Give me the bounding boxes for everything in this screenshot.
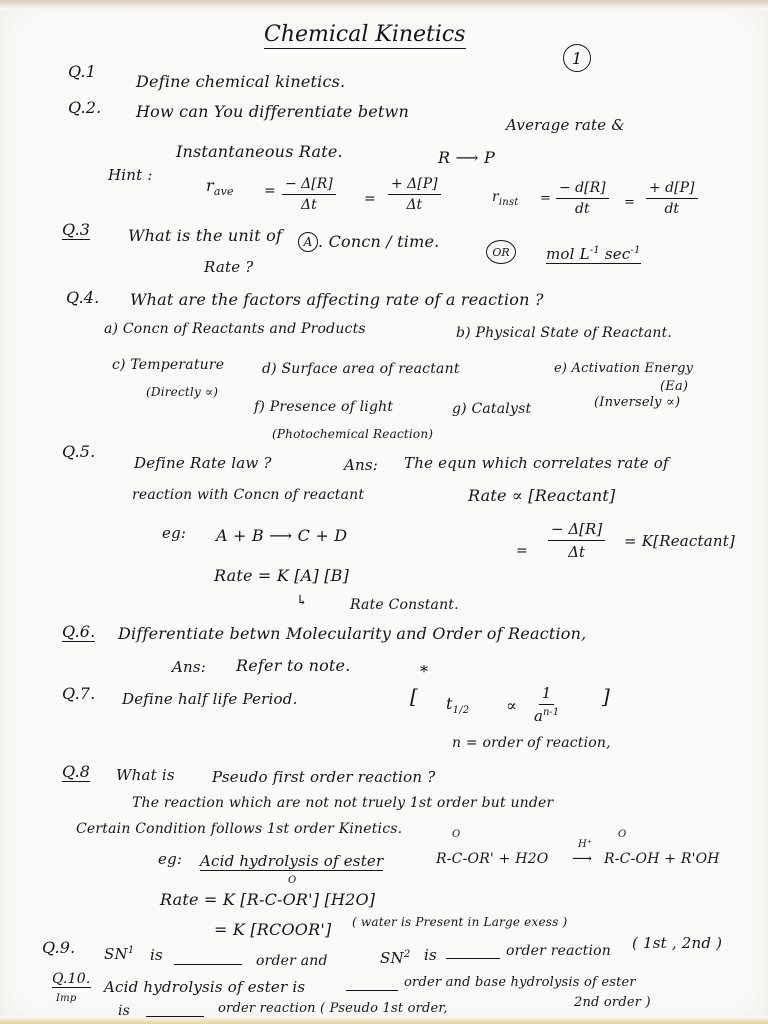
- q4-c-note: (Directly ∝): [146, 385, 219, 399]
- q8-reaction-rhs: R-C-OH + R'OH: [604, 851, 720, 867]
- q8-reaction-lhs: R-C-OR' + H2O: [436, 851, 549, 867]
- q8-example: Acid hydrolysis of ester: [200, 852, 384, 870]
- q3-text: What is the unit of: [128, 226, 283, 245]
- q3-text-b: . Concn / time.: [318, 232, 440, 251]
- q4-e: e) Activation Energy: [554, 361, 694, 376]
- q8-ans1: The reaction which are not not truely 1st order but under: [132, 795, 554, 811]
- q6-ans-label: Ans:: [172, 658, 207, 676]
- q4-text: What are the factors affecting rate of a reaction ?: [130, 290, 544, 309]
- q3-or-circle: OR: [486, 240, 516, 264]
- q2-text2: Instantaneous Rate.: [176, 142, 343, 161]
- q2-reaction: R ⟶ P: [438, 148, 495, 167]
- q7-note: n = order of reaction,: [452, 735, 611, 751]
- q2-label: Q.2.: [68, 98, 102, 117]
- q7-label: Q.7.: [62, 684, 96, 703]
- q9-blank-b-text: order reaction: [506, 943, 612, 959]
- q8-o-mark-1: O: [452, 829, 461, 840]
- hint-eq1: =: [264, 183, 276, 199]
- q10-blank-b: [146, 1016, 204, 1017]
- q5-rate-prop: Rate ∝ [Reactant]: [468, 486, 616, 505]
- q7-text: Define half life Period.: [122, 690, 298, 708]
- q8-o-mark-2: O: [618, 829, 627, 840]
- q4-a: a) Concn of Reactants and Products: [104, 321, 366, 337]
- q7-star: *: [420, 662, 429, 681]
- q4-e-note: (Inversely ∝): [594, 395, 681, 410]
- paper-edge-top: [0, 0, 768, 10]
- frac-inst-product: $\frac{+ d[P]}{dt}$: [646, 180, 698, 217]
- q3-circled-a: A: [298, 232, 318, 252]
- q10-blank-b-text: order reaction ( Pseudo 1st order,: [218, 1001, 448, 1016]
- q5-arrow: ↳: [296, 593, 308, 609]
- q9-sn2: $SN^2$: [380, 949, 411, 967]
- q8-rate2-note: ( water is Present in Large exess ): [352, 915, 568, 929]
- q5-ans: The equn which correlates rate of: [404, 454, 669, 472]
- hint-label: Hint :: [108, 166, 153, 184]
- q9-choices: ( 1st , 2nd ): [632, 934, 723, 952]
- q6-text: Differentiate betwn Molecularity and Order of Reaction,: [118, 624, 587, 643]
- q5-text: Define Rate law ?: [134, 454, 272, 472]
- q3-text2: Rate ?: [204, 258, 254, 276]
- q5-frac: $\frac{- \Delta[R]}{\Delta t}$: [548, 520, 605, 561]
- q6-ans: Refer to note.: [236, 656, 351, 675]
- hint-eq4: =: [624, 195, 636, 210]
- r-ave: $r_{ave}$: [206, 176, 234, 199]
- q4-d: d) Surface area of reactant: [262, 361, 460, 377]
- paper-edge-bottom: [0, 1016, 768, 1024]
- q8-label: Q.8: [62, 762, 91, 781]
- q9-label: Q.9.: [42, 938, 76, 957]
- q8-text-b: Pseudo first order reaction ?: [212, 768, 436, 786]
- q7-t-half: $t_{1/2}$: [446, 694, 470, 717]
- q5-ans-label: Ans:: [344, 456, 379, 474]
- q4-label: Q.4.: [66, 288, 100, 307]
- q10-label: Q.10.: [52, 971, 91, 987]
- frac-inst-reactant: $\frac{- d[R]}{dt}$: [556, 180, 609, 217]
- q5-label: Q.5.: [62, 442, 96, 461]
- q10-text2: is: [118, 1003, 131, 1019]
- q10-text: Acid hydrolysis of ester is: [104, 978, 306, 996]
- q9-blank-b: [446, 958, 500, 959]
- q4-c: c) Temperature: [112, 357, 225, 373]
- q1-text: Define chemical kinetics.: [136, 72, 346, 91]
- q2-text: How can You differentiate betwn: [136, 102, 409, 121]
- q5-rate-law: Rate = K [A] [B]: [214, 566, 350, 585]
- q3-label: Q.3: [62, 220, 91, 239]
- q4-g: g) Catalyst: [452, 401, 532, 417]
- q9-blank-a-text: order and: [256, 953, 328, 969]
- q5-ans2: reaction with Concn of reactant: [132, 487, 365, 503]
- hint-eq2: =: [364, 191, 376, 207]
- hint-eq3: =: [540, 191, 552, 206]
- q2-text-right: Average rate &: [506, 116, 625, 134]
- q5-eq: =: [516, 543, 528, 559]
- q7-frac: $\frac{1}{a^{n-1}}$: [534, 684, 560, 725]
- q5-rhs: = K[Reactant]: [624, 532, 736, 550]
- page-number: 1: [563, 44, 591, 72]
- q7-bracket-right: ]: [602, 684, 611, 708]
- q8-eg: eg:: [158, 850, 183, 868]
- q8-arrow: ⟶: [572, 851, 593, 867]
- q10-choices-end: 2nd order ): [574, 995, 651, 1010]
- q10-blank-a: [346, 990, 398, 991]
- q7-bracket-left: [: [410, 684, 419, 708]
- r-inst: $r_{inst}$: [492, 189, 519, 208]
- q6-label: Q.6.: [62, 622, 96, 641]
- page-title: Chemical Kinetics: [264, 22, 466, 47]
- q8-over-arrow: H⁺: [578, 839, 593, 850]
- q8-o-mark-3: O: [288, 875, 297, 886]
- q8-rate2: = K [RCOOR']: [214, 920, 332, 939]
- q9-is-a: is: [150, 946, 163, 964]
- q8-text: What is: [116, 766, 175, 784]
- q9-blank-a: [174, 964, 242, 965]
- q8-rate1: Rate = K [R-C-OR'] [H2O]: [160, 890, 376, 909]
- q3-unit: mol $L^{-1}$ $\sec^{-1}$: [546, 245, 641, 263]
- q8-ans2: Certain Condition follows 1st order Kinetics.: [76, 821, 403, 837]
- q9-sn1: $SN^1$: [104, 945, 135, 963]
- q4-f-note: (Photochemical Reaction): [272, 427, 434, 441]
- frac-rate-reactant: $\frac{- \Delta[R]}{\Delta t}$: [282, 176, 336, 213]
- q4-b: b) Physical State of Reactant.: [456, 325, 673, 341]
- frac-rate-product: $\frac{+ \Delta[P]}{\Delta t}$: [388, 176, 441, 213]
- q4-ea: (Ea): [660, 379, 689, 394]
- q1-label: Q.1: [68, 62, 97, 81]
- q4-f: f) Presence of light: [254, 399, 394, 415]
- q10-imp-tag: Imp: [56, 993, 77, 1004]
- q7-prop: ∝: [506, 696, 518, 715]
- q5-rate-constant: Rate Constant.: [350, 597, 459, 613]
- q9-is-b: is: [424, 946, 437, 964]
- q10-blank-a-text: order and base hydrolysis of ester: [404, 975, 636, 990]
- q5-eg: eg:: [162, 524, 187, 542]
- q5-reaction: A + B ⟶ C + D: [216, 526, 348, 545]
